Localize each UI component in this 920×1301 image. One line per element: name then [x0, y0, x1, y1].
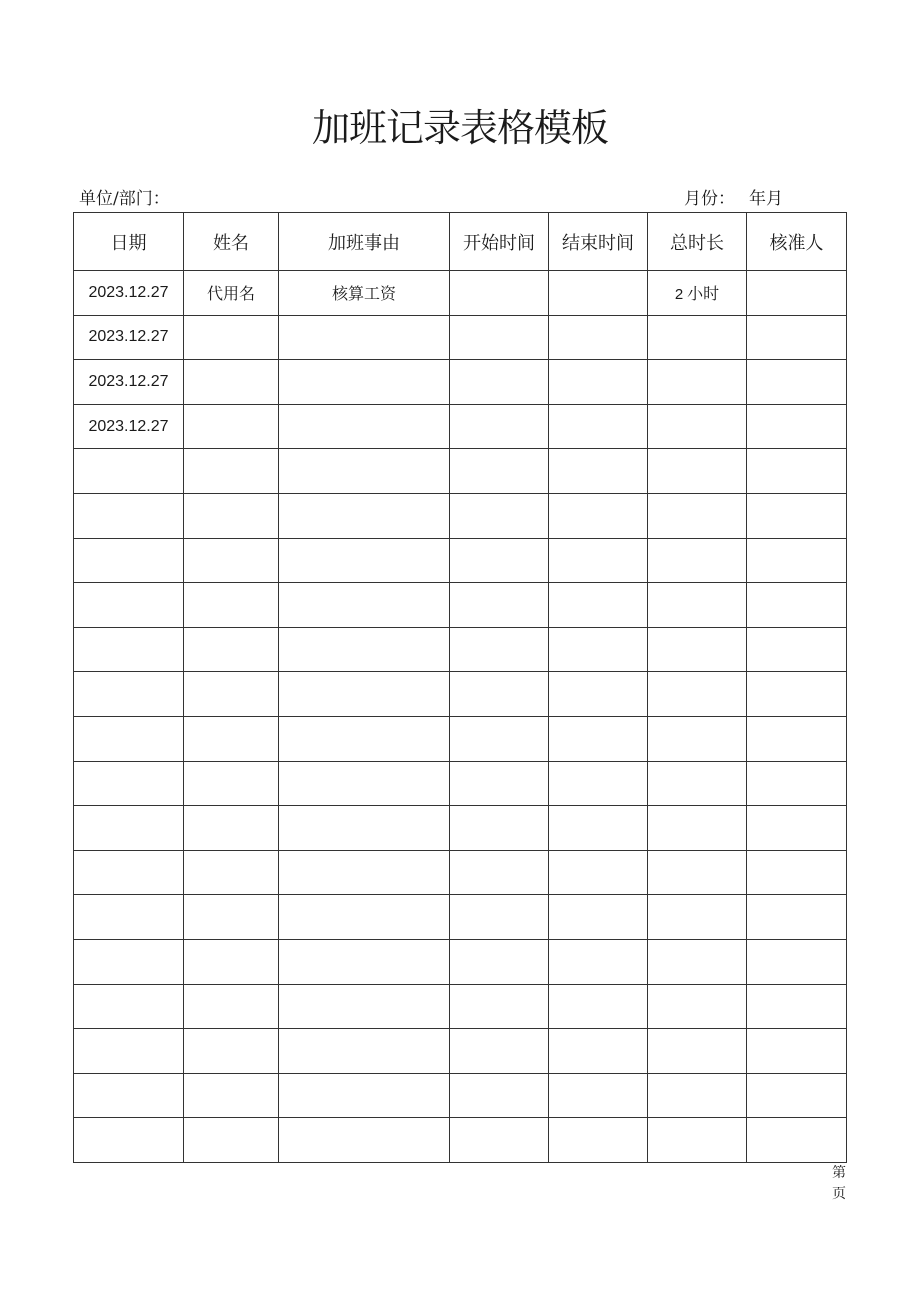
cell-name — [184, 493, 279, 538]
header-approver: 核准人 — [747, 213, 847, 271]
cell-name — [184, 1118, 279, 1163]
cell-total-hours — [648, 583, 747, 628]
cell-date — [74, 716, 184, 761]
unit-department-label: 单位/部门： — [79, 189, 170, 209]
table-row — [74, 1029, 847, 1074]
cell-end-time — [549, 1029, 648, 1074]
cell-reason — [279, 806, 450, 851]
cell-total-hours — [648, 1073, 747, 1118]
cell-reason — [279, 360, 450, 405]
month-field — [684, 188, 783, 210]
cell-start-time — [450, 583, 549, 628]
table-row — [74, 493, 847, 538]
cell-date — [74, 449, 184, 494]
header-date: 日期 — [74, 213, 184, 271]
cell-start-time — [450, 806, 549, 851]
cell-name — [184, 404, 279, 449]
table-row — [74, 315, 847, 360]
cell-end-time — [549, 895, 648, 940]
cell-approver — [747, 806, 847, 851]
cell-end-time — [549, 627, 648, 672]
cell-date — [74, 493, 184, 538]
cell-reason — [279, 1118, 450, 1163]
overtime-record-table — [73, 212, 847, 1163]
cell-end-time — [549, 761, 648, 806]
cell-start-time — [450, 895, 549, 940]
cell-date — [74, 761, 184, 806]
cell-name — [184, 939, 279, 984]
cell-reason — [279, 850, 450, 895]
cell-reason — [279, 716, 450, 761]
cell-total-hours — [648, 895, 747, 940]
year-label: 年 — [749, 189, 766, 209]
table-row — [74, 1118, 847, 1163]
table-header-row — [74, 213, 847, 271]
cell-end-time — [549, 1073, 648, 1118]
table-row — [74, 806, 847, 851]
cell-total-hours — [648, 315, 747, 360]
cell-name — [184, 538, 279, 583]
cell-name — [184, 1029, 279, 1074]
cell-name — [184, 1073, 279, 1118]
table-row — [74, 583, 847, 628]
cell-approver — [747, 984, 847, 1029]
cell-start-time — [450, 360, 549, 405]
cell-name — [184, 895, 279, 940]
cell-date — [74, 806, 184, 851]
table-row — [74, 939, 847, 984]
cell-reason — [279, 939, 450, 984]
cell-approver — [747, 939, 847, 984]
cell-approver — [747, 404, 847, 449]
cell-end-time — [549, 850, 648, 895]
cell-reason: 核算工资 — [279, 271, 450, 316]
cell-date: 2023.12.27 — [74, 315, 184, 360]
header-total-hours: 总时长 — [648, 213, 747, 271]
cell-date — [74, 1073, 184, 1118]
cell-end-time — [549, 404, 648, 449]
table-row — [74, 716, 847, 761]
month-label: 月份： — [684, 189, 735, 209]
cell-total-hours — [648, 672, 747, 717]
cell-approver — [747, 449, 847, 494]
cell-start-time — [450, 404, 549, 449]
table-row — [74, 984, 847, 1029]
cell-start-time — [450, 850, 549, 895]
header-start-time: 开始时间 — [450, 213, 549, 271]
table-row — [74, 627, 847, 672]
cell-end-time — [549, 984, 648, 1029]
cell-end-time — [549, 672, 648, 717]
cell-approver — [747, 716, 847, 761]
cell-end-time — [549, 271, 648, 316]
cell-reason — [279, 1073, 450, 1118]
page-prefix: 第 — [832, 1165, 846, 1181]
cell-total-hours — [648, 627, 747, 672]
cell-date — [74, 939, 184, 984]
cell-total-hours — [648, 493, 747, 538]
table-body — [74, 271, 847, 1163]
cell-start-time — [450, 449, 549, 494]
cell-date — [74, 1029, 184, 1074]
cell-start-time — [450, 1118, 549, 1163]
cell-date — [74, 627, 184, 672]
cell-reason — [279, 672, 450, 717]
header-end-time: 结束时间 — [549, 213, 648, 271]
cell-total-hours — [648, 761, 747, 806]
cell-total-hours — [648, 1118, 747, 1163]
cell-start-time — [450, 627, 549, 672]
cell-start-time — [450, 1073, 549, 1118]
cell-approver — [747, 761, 847, 806]
cell-name — [184, 315, 279, 360]
cell-approver — [747, 583, 847, 628]
cell-approver — [747, 1073, 847, 1118]
cell-date: 2023.12.27 — [74, 271, 184, 316]
table-row — [74, 672, 847, 717]
cell-end-time — [549, 360, 648, 405]
page-number — [830, 1163, 848, 1205]
cell-start-time — [450, 672, 549, 717]
document-title: 加班记录表格模板 — [311, 106, 608, 150]
cell-reason — [279, 538, 450, 583]
cell-start-time — [450, 493, 549, 538]
cell-date: 2023.12.27 — [74, 404, 184, 449]
table-row — [74, 895, 847, 940]
cell-approver — [747, 493, 847, 538]
cell-end-time — [549, 716, 648, 761]
cell-total-hours — [648, 1029, 747, 1074]
hours-value: 2 — [674, 286, 684, 304]
cell-end-time — [549, 939, 648, 984]
table-row — [74, 449, 847, 494]
cell-reason — [279, 449, 450, 494]
cell-reason — [279, 315, 450, 360]
cell-date — [74, 538, 184, 583]
table-row — [74, 1073, 847, 1118]
cell-name — [184, 984, 279, 1029]
cell-end-time — [549, 315, 648, 360]
cell-total-hours — [648, 449, 747, 494]
cell-start-time — [450, 315, 549, 360]
cell-total-hours — [648, 271, 747, 316]
cell-reason — [279, 895, 450, 940]
cell-total-hours — [648, 360, 747, 405]
table-row — [74, 404, 847, 449]
cell-end-time — [549, 1118, 648, 1163]
cell-reason — [279, 493, 450, 538]
cell-date — [74, 850, 184, 895]
cell-end-time — [549, 583, 648, 628]
table-row — [74, 271, 847, 316]
cell-name — [184, 360, 279, 405]
table-row — [74, 761, 847, 806]
page-suffix: 页 — [832, 1186, 846, 1202]
cell-approver — [747, 850, 847, 895]
cell-approver — [747, 538, 847, 583]
cell-reason — [279, 404, 450, 449]
cell-name — [184, 672, 279, 717]
cell-name — [184, 761, 279, 806]
cell-date — [74, 1118, 184, 1163]
cell-total-hours — [648, 538, 747, 583]
cell-approver — [747, 360, 847, 405]
table-row — [74, 850, 847, 895]
cell-approver — [747, 895, 847, 940]
cell-end-time — [549, 538, 648, 583]
cell-name: 代用名 — [184, 271, 279, 316]
cell-end-time — [549, 493, 648, 538]
cell-name — [184, 583, 279, 628]
table-row — [74, 360, 847, 405]
cell-start-time — [450, 271, 549, 316]
cell-date: 2023.12.27 — [74, 360, 184, 405]
cell-approver — [747, 315, 847, 360]
cell-total-hours — [648, 716, 747, 761]
cell-date — [74, 895, 184, 940]
cell-end-time — [549, 449, 648, 494]
cell-approver — [747, 672, 847, 717]
cell-name — [184, 850, 279, 895]
cell-reason — [279, 984, 450, 1029]
cell-approver — [747, 627, 847, 672]
cell-reason — [279, 1029, 450, 1074]
month-suffix-label: 月 — [766, 189, 783, 209]
table-row — [74, 538, 847, 583]
cell-reason — [279, 583, 450, 628]
cell-name — [184, 716, 279, 761]
cell-total-hours — [648, 984, 747, 1029]
cell-name — [184, 449, 279, 494]
hours-unit: 小时 — [687, 284, 720, 304]
cell-approver — [747, 1029, 847, 1074]
cell-total-hours — [648, 404, 747, 449]
cell-start-time — [450, 538, 549, 583]
cell-start-time — [450, 939, 549, 984]
cell-total-hours — [648, 806, 747, 851]
cell-start-time — [450, 1029, 549, 1074]
header-name: 姓名 — [184, 213, 279, 271]
cell-date — [74, 672, 184, 717]
cell-start-time — [450, 984, 549, 1029]
cell-total-hours — [648, 850, 747, 895]
cell-end-time — [549, 806, 648, 851]
header-reason: 加班事由 — [279, 213, 450, 271]
cell-start-time — [450, 761, 549, 806]
cell-date — [74, 984, 184, 1029]
cell-name — [184, 627, 279, 672]
cell-start-time — [450, 716, 549, 761]
cell-reason — [279, 761, 450, 806]
cell-approver — [747, 1118, 847, 1163]
cell-total-hours — [648, 939, 747, 984]
cell-date — [74, 583, 184, 628]
cell-name — [184, 806, 279, 851]
cell-approver — [747, 271, 847, 316]
cell-reason — [279, 627, 450, 672]
